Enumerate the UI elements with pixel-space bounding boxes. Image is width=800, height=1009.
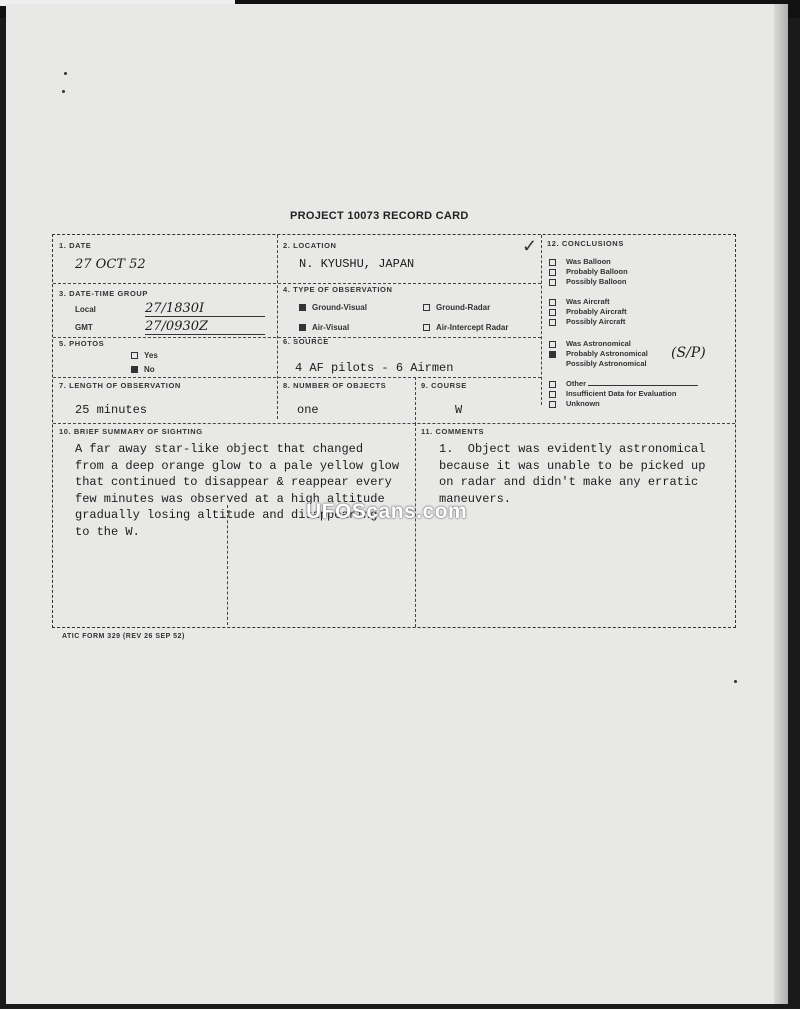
checkbox-icon	[423, 304, 430, 311]
checkbox-checked-icon	[299, 324, 306, 331]
divider	[415, 377, 416, 425]
ground-visual-option: Ground-Visual	[299, 303, 367, 312]
summary-line: to the W.	[75, 524, 140, 539]
scan-speck	[62, 90, 65, 93]
checkbox-checked-icon	[549, 351, 556, 358]
checkbox-icon	[549, 269, 556, 276]
gmt-time-label: GMT	[75, 323, 93, 332]
watermark: UFOScans.com	[306, 500, 468, 523]
source-value: 4 AF pilots - 6 Airmen	[295, 361, 454, 375]
scan-speck	[734, 680, 737, 683]
card-title: PROJECT 10073 RECORD CARD	[290, 210, 469, 222]
checkbox-icon	[549, 391, 556, 398]
checkbox-icon	[549, 401, 556, 408]
source-label: 6. SOURCE	[283, 337, 329, 346]
divider	[415, 423, 416, 627]
checkbox-icon	[131, 352, 138, 359]
summary-line: from a deep orange glow to a pale yellow glow	[75, 458, 400, 473]
local-time-label: Local	[75, 305, 96, 314]
observation-type-label: 4. TYPE OF OBSERVATION	[283, 285, 393, 294]
date-label: 1. DATE	[59, 241, 92, 250]
checkbox-icon	[549, 299, 556, 306]
comments-line: on radar and didn't make any erratic	[439, 475, 699, 489]
checkbox-icon	[549, 259, 556, 266]
conclusion-group-other: Other Insufficient Data for Evaluation Unknown	[549, 379, 698, 409]
checkbox-icon	[423, 324, 430, 331]
date-value: 27 OCT 52	[75, 257, 146, 272]
gmt-time-value: 27/0930Z	[145, 319, 265, 335]
checkbox-checked-icon	[131, 366, 138, 373]
checkmark-icon: ✓	[522, 236, 538, 256]
number-of-objects-label: 8. NUMBER OF OBJECTS	[283, 381, 387, 390]
length-value: 25 minutes	[75, 403, 148, 417]
conclusion-group-aircraft: Was Aircraft Probably Aircraft Possibly Aircraft	[549, 297, 627, 327]
course-label: 9. COURSE	[421, 381, 467, 390]
air-visual-option: Air-Visual	[299, 323, 349, 332]
checkbox-icon	[549, 319, 556, 326]
air-intercept-radar-option: Air-Intercept Radar	[423, 323, 508, 332]
scan-speck	[64, 72, 67, 75]
summary-line: gradually losing altitude and disappearing	[75, 508, 378, 522]
summary-label: 10. BRIEF SUMMARY OF SIGHTING	[59, 427, 203, 436]
divider	[541, 235, 542, 405]
conclusion-group-astronomical: Was Astronomical Probably Astronomical Possibly Astronomical	[549, 339, 648, 369]
summary-line: that continued to disappear & reappear every	[75, 475, 392, 489]
checkbox-icon	[549, 309, 556, 316]
divider	[277, 235, 278, 419]
conclusions-label: 12. CONCLUSIONS	[547, 239, 624, 248]
divider	[53, 423, 735, 424]
comments-line: 1. Object was evidently astronomical	[439, 442, 706, 456]
summary-text	[75, 441, 399, 540]
divider	[53, 377, 541, 378]
summary-line: A far away star-like object that changed	[75, 442, 364, 456]
date-time-group-label: 3. DATE-TIME GROUP	[59, 289, 148, 298]
number-of-objects-value: one	[297, 403, 319, 417]
comments-line: because it was unable to be picked up	[439, 458, 706, 473]
comments-label: 11. COMMENTS	[421, 427, 485, 436]
comments-line: maneuvers.	[439, 491, 512, 506]
comments-text	[439, 441, 705, 507]
location-value: N. KYUSHU, JAPAN	[299, 257, 415, 271]
conclusion-group-balloon: Was Balloon Probably Balloon Possibly Balloon	[549, 257, 628, 287]
course-value: W	[455, 403, 463, 417]
form-number: ATIC FORM 329 (REV 26 SEP 52)	[62, 633, 185, 640]
length-label: 7. LENGTH OF OBSERVATION	[59, 381, 181, 390]
checkbox-icon	[549, 381, 556, 388]
checkbox-icon	[549, 279, 556, 286]
local-time-value: 27/1830I	[145, 301, 265, 317]
record-card	[52, 234, 736, 628]
checkbox-checked-icon	[299, 304, 306, 311]
summary-line: few minutes was observed at a high altitude	[75, 491, 385, 506]
photos-no-option: No	[131, 365, 155, 374]
ground-radar-option: Ground-Radar	[423, 303, 490, 312]
conclusion-annotation: (S/P)	[671, 345, 706, 361]
checkbox-icon	[549, 341, 556, 348]
divider	[53, 283, 541, 284]
photos-yes-option: Yes	[131, 351, 158, 360]
photos-label: 5. PHOTOS	[59, 339, 105, 348]
location-label: 2. LOCATION	[283, 241, 337, 250]
